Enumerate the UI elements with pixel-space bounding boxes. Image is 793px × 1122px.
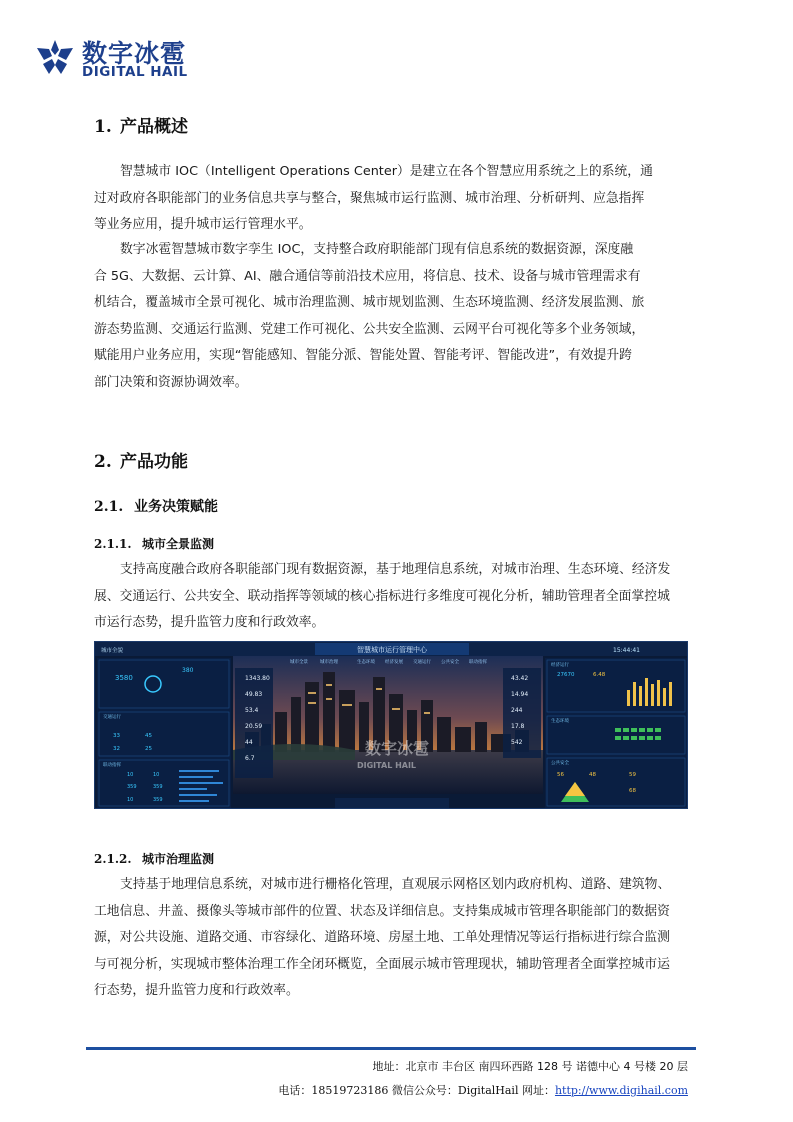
- right-metric: 48: [589, 772, 596, 778]
- left-metric: 45: [145, 733, 152, 739]
- text-line: 游态势监测、交通运行监测、党建工作可视化、公共安全监测、云网平台可视化等多个业务领域，: [94, 321, 645, 337]
- left-metric: 33: [113, 733, 120, 739]
- dashboard-graphic: [95, 642, 688, 809]
- left-metric: 10: [127, 797, 134, 803]
- left-metric: 3580: [115, 674, 133, 682]
- wechat-id: DigitalHail: [457, 1084, 519, 1097]
- brand-name-cn: 数字冰雹: [82, 39, 187, 68]
- text-line: 市运行态势，提升监管力度和行政效率。: [94, 615, 325, 630]
- dashboard-tab-2: 城市治理: [320, 660, 338, 665]
- phone-number: 18519723186: [311, 1084, 389, 1097]
- text-line: 展、交通运行、公共安全、联动指挥等领域的核心指标进行多维度可视化分析，辅助管理者全面掌控城: [94, 588, 670, 604]
- center-metric: 14.94: [511, 691, 529, 698]
- section-2-1-2-paragraph: [94, 872, 694, 1005]
- dashboard-left-panel-2: 交通运行: [103, 715, 121, 720]
- dashboard-right-panel-1: 经济运行: [551, 663, 569, 668]
- dashboard-time: 15:44:41: [613, 647, 640, 654]
- section-2-1-number: 2.1.: [94, 499, 124, 515]
- center-metric: 244: [511, 707, 523, 714]
- section-1-heading: [94, 112, 188, 137]
- address-label: 地址：: [372, 1060, 406, 1073]
- footer-contact: [278, 1082, 688, 1098]
- section-2-1-2-title: 城市治理监测: [142, 852, 215, 866]
- dashboard-tab-7: 联动指挥: [469, 660, 487, 665]
- right-metric: 68: [629, 788, 636, 794]
- dashboard-tab-5: 交通运行: [413, 660, 431, 665]
- left-metric: 359: [153, 797, 163, 803]
- text-line: 数字冰雹智慧城市数字孪生 IOC，支持整合政府职能部门现有信息系统的数据资源，深度融: [120, 242, 634, 257]
- section-2-number: 2.: [94, 452, 112, 472]
- section-2-title: 产品功能: [120, 452, 188, 472]
- left-metric: 359: [127, 784, 137, 790]
- text-line: 部门决策和资源协调效率。: [94, 374, 248, 390]
- website-link[interactable]: http://www.digihail.com: [554, 1084, 688, 1097]
- text-line: 机结合，覆盖城市全景可视化、城市治理监测、城市规划监测、生态环境监测、经济发展监测、旅: [94, 295, 645, 310]
- text-line: 与可视分析，实现城市整体治理工作全闭环概览，全面展示城市管理现状，辅助管理者全面掌控城市运: [94, 956, 670, 972]
- section-2-1-heading: [94, 496, 218, 516]
- section-1-paragraph-1: [94, 159, 694, 239]
- dashboard-left-panel-1: 城市全貌: [101, 648, 124, 654]
- right-metric: 6.48: [593, 672, 606, 678]
- right-metric: 59: [629, 772, 636, 778]
- text-line: 行态势，提升监管力度和行政效率。: [94, 983, 299, 998]
- footer-divider: [86, 1047, 696, 1050]
- footer-address: [373, 1058, 688, 1074]
- website-label: 网址：: [521, 1084, 555, 1097]
- brand-name-en: DIGITAL HAIL: [82, 64, 188, 80]
- text-line: 智慧城市 IOC（Intelligent Operations Center）是建立在各个智慧应用系统之上的系统，通: [120, 164, 653, 179]
- left-metric: 10: [153, 772, 160, 778]
- center-metric: 53.4: [245, 707, 259, 714]
- center-metric: 44: [245, 739, 253, 746]
- right-metric: 27670: [557, 672, 575, 678]
- dashboard-tab-3: 生态环境: [357, 660, 375, 665]
- text-line: 工地信息、井盖、摄像头等城市部件的位置、状态及详细信息。支持集成城市管理各职能部门的数据资: [94, 903, 670, 919]
- watermark-en: DIGITAL HAIL: [357, 761, 417, 770]
- ioc-dashboard-screenshot: [94, 641, 688, 809]
- text-line: 支持高度融合政府各职能部门现有数据资源，基于地理信息系统，对城市治理、生态环境、经济发: [120, 562, 671, 577]
- text-line: 过对政府各职能部门的业务信息共享与整合，聚焦城市运行监测、城市治理、分析研判、应急指挥: [94, 190, 645, 206]
- watermark-cn: 数字冰雹: [365, 739, 430, 758]
- dashboard-tab-6: 公共安全: [441, 660, 459, 665]
- wechat-label: 微信公众号：: [391, 1084, 458, 1097]
- section-2-1-1-number: 2.1.1.: [94, 537, 132, 551]
- text-line: 合 5G、大数据、云计算、AI、融合通信等前沿技术应用，将信息、技术、设备与城市管理需求有: [94, 268, 641, 284]
- address-text: 北京市 丰台区 南四环西路 128 号 诺德中心 4 号楼 20 层: [405, 1060, 688, 1073]
- section-2-1-2-number: 2.1.2.: [94, 852, 132, 866]
- dashboard-tab-1: 城市全景: [290, 660, 308, 665]
- text-line: 等业务应用，提升城市运行管理水平。: [94, 217, 312, 232]
- center-metric: 20.59: [245, 723, 263, 730]
- center-metric: 542: [511, 739, 523, 746]
- phone-label: 电话：: [278, 1084, 312, 1097]
- text-line: 源，对公共设施、道路交通、市容绿化、道路环境、房屋土地、工单处理情况等运行指标进行综合监测: [94, 930, 670, 945]
- left-metric: 25: [145, 746, 152, 752]
- center-metric: 43.42: [511, 675, 529, 682]
- dashboard-tab-4: 经济发展: [385, 660, 403, 665]
- dashboard-right-panel-3: 公共安全: [551, 761, 569, 766]
- section-1-paragraph-2: [94, 237, 694, 396]
- text-line: 赋能用户业务应用，实现“智能感知、智能分派、智能处置、智能考评、智能改进”，有效提升跨: [94, 348, 632, 363]
- center-metric: 6.7: [245, 755, 255, 762]
- section-2-1-1-title: 城市全景监测: [142, 537, 215, 551]
- dashboard-title: 智慧城市运行管理中心: [357, 646, 427, 654]
- section-2-heading: [94, 447, 188, 472]
- center-metric: 1343.80: [245, 675, 270, 682]
- dashboard-right-panel-2: 生态环境: [551, 719, 569, 724]
- left-metric: 359: [153, 784, 163, 790]
- hail-logo-icon: [34, 36, 76, 78]
- section-2-1-1-paragraph: [94, 557, 694, 637]
- left-metric: 380: [182, 667, 194, 674]
- brand-logo: [30, 34, 210, 84]
- left-metric: 10: [127, 772, 134, 778]
- section-2-1-title: 业务决策赋能: [134, 499, 218, 515]
- section-2-1-1-heading: [94, 535, 214, 552]
- left-metric: 32: [113, 746, 120, 752]
- dashboard-left-panel-3: 联动指挥: [103, 763, 121, 768]
- text-line: 支持基于地理信息系统，对城市进行栅格化管理，直观展示网格区划内政府机构、道路、建筑物、: [120, 877, 671, 892]
- section-1-title: 产品概述: [120, 117, 188, 137]
- section-2-1-2-heading: [94, 850, 214, 867]
- right-metric: 56: [557, 772, 564, 778]
- center-metric: 49.83: [245, 691, 263, 698]
- center-metric: 17.8: [511, 723, 525, 730]
- section-1-number: 1.: [94, 117, 112, 137]
